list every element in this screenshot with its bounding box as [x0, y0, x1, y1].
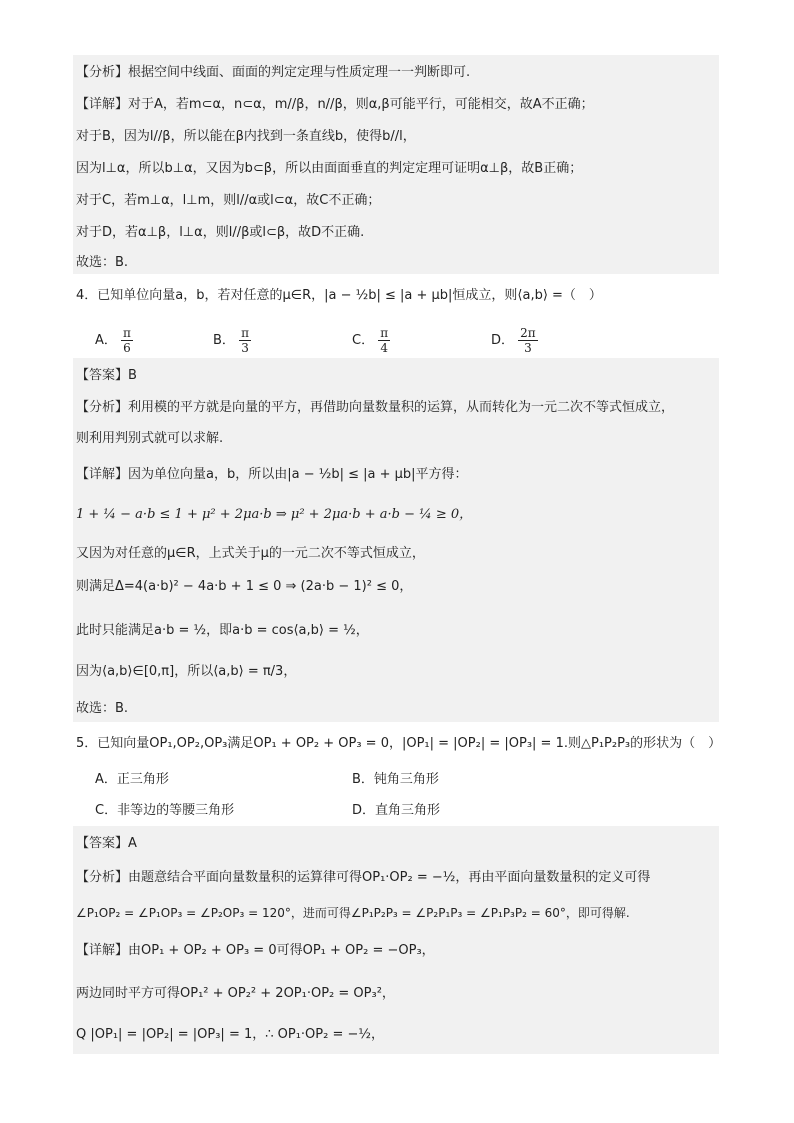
detail-line: 因为l⊥α，所以b⊥α，又因为b⊂β，所以由面面垂直的判定定理可证明α⊥β，故B正确； — [76, 161, 583, 176]
detail-line: 又因为对任意的μ∈R，上式关于μ的一元二次不等式恒成立， — [76, 546, 425, 561]
q5-option-d: D．直角三角形 — [352, 803, 441, 818]
detail-line: 【详解】由OP₁ + OP₂ + OP₃ = 0可得OP₁ + OP₂ = −OP₃， — [76, 943, 435, 958]
analysis-line: 【分析】利用模的平方就是向量的平方，再借助向量数量积的运算，从而转化为一元二次不等式恒成立， — [76, 400, 675, 415]
detail-formula: 1 + ¼ − a·b ≤ 1 + μ² + 2μa·b ⇒ μ² + 2μa·b + a·b − ¼ ≥ 0， — [76, 507, 473, 522]
analysis-line: 则利用判别式就可以求解. — [76, 431, 224, 446]
question-5-stem: 5．已知向量OP₁,OP₂,OP₃满足OP₁ + OP₂ + OP₃ = 0，|OP₁| = |OP₂| = |OP₃| = 1.则△P₁P₂P₃的形状为（ ） — [76, 736, 722, 751]
detail-line: 则满足Δ=4(a·b)² − 4a·b + 1 ≤ 0 ⇒ (2a·b − 1)² ≤ 0， — [76, 579, 413, 594]
option-letter: C． — [352, 333, 375, 348]
option-letter: D． — [491, 333, 515, 348]
detail-line: 此时只能满足a·b = ½，即a·b = cos⟨a,b⟩ = ½， — [76, 623, 369, 638]
q4-option-d — [491, 326, 538, 355]
detail-line: 两边同时平方可得OP₁² + OP₂² + 2OP₁·OP₂ = OP₃²， — [76, 986, 395, 1001]
answer-line: 【答案】A — [76, 836, 137, 851]
option-letter: A． — [95, 333, 117, 348]
analysis-line: 【分析】根据空间中线面、面面的判定定理与性质定理一一判断即可. — [76, 65, 471, 80]
analysis-line: 【分析】由题意结合平面向量数量积的运算律可得OP₁·OP₂ = −½，再由平面向量数量积的定义可得 — [76, 870, 651, 885]
q5-option-c: C．非等边的等腰三角形 — [95, 803, 235, 818]
option-fraction: $\frac{\pi}{6}$ — [123, 326, 131, 355]
option-fraction: $\frac{2\pi}{3}$ — [520, 326, 536, 355]
question-4-stem: 4．已知单位向量a，b，若对任意的μ∈R，|a − ½b| ≤ |a + μb|恒成立，则⟨a,b⟩ =（ ） — [76, 288, 602, 303]
detail-line: 【详解】对于A，若m⊂α，n⊂α，m//β，n//β，则α,β可能平行，可能相交，故A不正确； — [76, 97, 594, 112]
option-fraction: $\frac{\pi}{3}$ — [241, 326, 249, 355]
detail-line: 因为⟨a,b⟩∈[0,π]，所以⟨a,b⟩ = π/3， — [76, 664, 297, 679]
option-fraction: $\frac{\pi}{4}$ — [380, 326, 389, 355]
solution-block-5 — [73, 826, 719, 1054]
q4-option-b — [213, 326, 251, 355]
detail-line: 对于B，因为l//β，所以能在β内找到一条直线b，使得b//l， — [76, 129, 416, 144]
detail-line: 对于C，若m⊥α，l⊥m，则l//α或l⊂α，故C不正确； — [76, 193, 381, 208]
option-letter: B． — [213, 333, 235, 348]
conclusion-line: 故选：B. — [76, 255, 129, 270]
q5-option-b: B．钝角三角形 — [352, 772, 439, 787]
analysis-line: ∠P₁OP₂ = ∠P₁OP₃ = ∠P₂OP₃ = 120°，进而可得∠P₁P₂P₃ = ∠P₂P₁P₃ = ∠P₁P₃P₂ = 60°，即可得解. — [76, 906, 630, 920]
detail-line: 【详解】因为单位向量a，b，所以由|a − ½b| ≤ |a + μb|平方得： — [76, 467, 468, 482]
detail-line: 对于D，若α⊥β，l⊥α，则l//β或l⊂β，故D不正确. — [76, 225, 365, 240]
q4-option-c — [352, 326, 390, 355]
detail-line: Q |OP₁| = |OP₂| = |OP₃| = 1，∴ OP₁·OP₂ = −½， — [76, 1027, 384, 1042]
answer-line: 【答案】B — [76, 368, 137, 383]
q5-option-a: A．正三角形 — [95, 772, 169, 787]
q4-option-a — [95, 326, 133, 355]
conclusion-line: 故选：B. — [76, 701, 129, 716]
